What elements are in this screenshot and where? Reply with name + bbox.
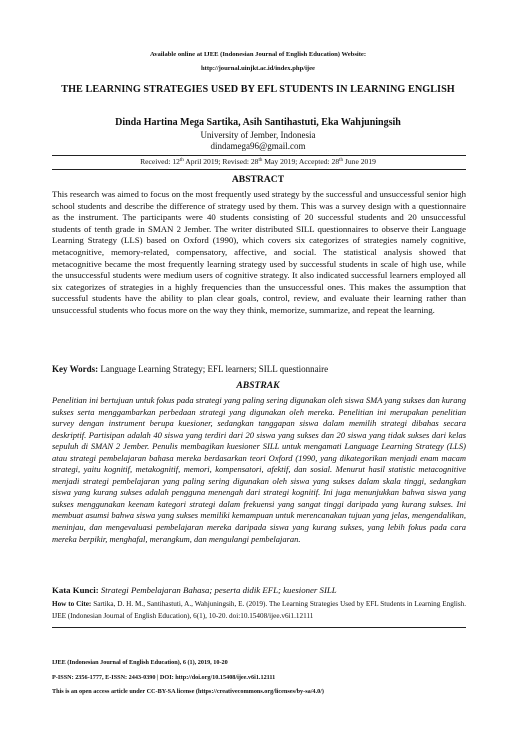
abstrak-heading: ABSTRAK xyxy=(236,380,280,391)
how-to-cite: How to Cite: Sartika, D. H. M., Santihastuti, A., Wahjuningsih, E. (2019). The Learning Strategies Used by EFL Students in Learning English. IJEE (Indonesian Journal of English Education), 6(1), 10-20. doi:10.15408/ijee.v6i1.12111 xyxy=(52,600,467,620)
keywords-en: Key Words: Language Learning Strategy; EFL learners; SILL questionnaire xyxy=(52,364,329,374)
author-list: Dinda Hartina Mega Sartika, Asih Santihastuti, Eka Wahjuningsih xyxy=(115,117,401,128)
footer-issn-doi[interactable]: P-ISSN: 2356-1777, E-ISSN: 2443-0390 | DOI: http://doi.org/10.15408/ijee.v6i1.12111 xyxy=(52,674,276,681)
availability-note: Available online at IJEE (Indonesian Journal of English Education) Website: xyxy=(149,51,367,58)
affiliation: University of Jember, Indonesia xyxy=(200,130,316,140)
divider-top xyxy=(52,155,466,156)
abstract-heading: ABSTRACT xyxy=(231,174,285,185)
author-email[interactable]: dindamega96@gmail.com xyxy=(210,141,306,151)
footer-journal: IJEE (Indonesian Journal of English Education), 6 (1), 2019, 10-20 xyxy=(52,659,228,666)
keywords-id: Kata Kunci: Strategi Pembelajaran Bahasa; peserta didik EFL; kuesioner SILL xyxy=(52,585,337,595)
footer-license[interactable]: This is an open access article under CC-BY-SA license (https://creativecommons.org/licenses/by-sa/4.0/) xyxy=(52,688,324,695)
journal-url[interactable]: http://journal.uinjkt.ac.id/index.php/ijee xyxy=(201,65,315,72)
divider-bottom xyxy=(52,169,466,170)
abstract-text: This research was aimed to focus on the most frequently used strategy by the successful and unsuccessful senior high school students and describe the difference of strategy used by them. This was a survey design with a questionnaire as the instrument. The participants were 40 students consisting of 20 successful students and 20 unsuccessful students of tenth grade in SMAN 2 Jember. The writer distributed SILL questionnaires to observe their Language Learning Strategy (LLS) based on Oxford (1990), which covers six categorizes of strategies namely cognitive, metacognitive, memory-related, compensatory, affective, and social. The statistical analysis showed that metacognitive became the most frequently learning strategy used by successful students in scale of high use, while the unsuccessful students were medium users of cognitive strategy. It also indicated successful learners employed all six categorizes of strategies in a highly frequencies than the unsuccessful ones. This makes the assumption that successful students have the ability to plan clear goals, control, review, and evaluate their learning rather than unsuccessful students who focus more on the way they think, memorize, summarize, and repeat the learning. xyxy=(52,189,466,315)
received-dates: Received: 12th April 2019; Revised: 28th May 2019; Accepted: 28th June 2019 xyxy=(140,157,376,166)
divider-footer xyxy=(52,627,466,628)
article-title: THE LEARNING STRATEGIES USED BY EFL STUDENTS IN LEARNING ENGLISH xyxy=(61,84,455,95)
abstrak-text: Penelitian ini bertujuan untuk fokus pada strategi yang paling sering digunakan oleh siswa SMA yang sukses dan kurang sukses serta menggambarkan perbedaan strategi yang digunakan oleh mereka. Penelitian ini merupakan penelitian survey dengan instrument berupa kuesioner, sedangkan tanggapan siswa dalam memilih strategi dibahas secara deskriptif. Partisipan adalah 40 siswa yang terdiri dari 20 siswa yang sukses dan 20 siswa yang tidak sukses dari kelas sepuluh di SMAN 2 Jember. Penulis membagikan kuesioner SILL untuk mengamati Language Learning Strategy (LLS) atau strategi pembelajaran bahasa mereka berdasarkan teori Oxford (1990, yang dikategorikan menjadi enam macam strategi, yaitu kognitif, metakognitif, memori, kompensatori, afektif, dan sosial. Menurut hasil statistic metacognitive menjadi strategi pembelajaran yang paling sering digunakan oleh siswa yang sukses dalam skala tinggi, sedangkan siswa yang kurang sukses adalah pengguna menengah dari strategi kognitif. Ini juga menunjukkan bahwa siswa yang sukses menggunakan keenam kategori strategi dalam frekuensi yang sangat tinggi daripada yang kurang sukses. Ini membuat asumsi bahwa siswa yang sukses memiliki kemampuan untuk merencanakan tujuan yang jelas, mengendalikan, meninjau, dan mengevaluasi pembelajaran mereka daripada siswa yang kurang sukses, yang lebih fokus pada cara mereka berpikir, menghafal, merangkum, dan mengulangi pembelajaran. xyxy=(52,395,466,544)
